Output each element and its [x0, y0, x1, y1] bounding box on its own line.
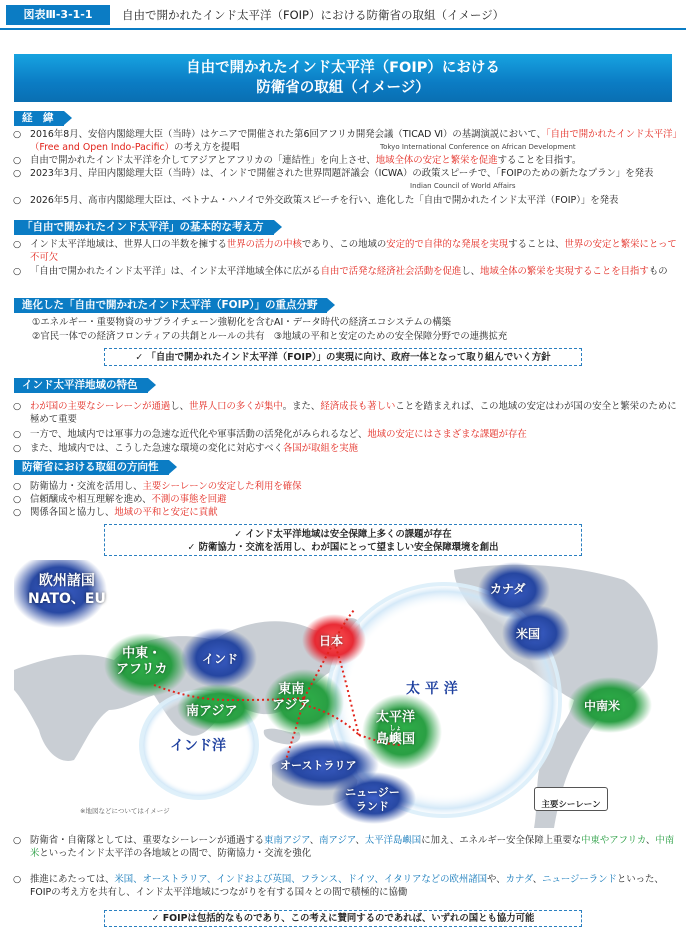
- bullet-mark: ○: [13, 835, 22, 846]
- bullet-highlight: わが国の主要なシーレーンが通過: [30, 401, 171, 412]
- bullet-highlight: 地域の安定にはさまざまな課題が存在: [367, 429, 527, 440]
- bullet-mark: ○: [13, 195, 22, 206]
- direction-box-line1: [105, 528, 581, 541]
- bullet-highlight: ニュージーランド: [542, 874, 617, 885]
- direction-box: [104, 524, 582, 556]
- background-bullet-2: [13, 154, 678, 167]
- label-japan: 日本: [319, 634, 344, 648]
- bullet-highlight: 中南米: [30, 835, 675, 859]
- sea-lane-legend: [534, 787, 608, 811]
- bullet-text: といった、FOIPの考え方を共有し、インド太平洋地域につながりを有する国々との間で積極的に協働: [30, 874, 664, 898]
- section-heading-background: 経 緯: [14, 111, 64, 126]
- bullet-text: し、: [170, 401, 190, 412]
- bottom-bullet-2: [13, 873, 678, 899]
- indo-pacific-map: [14, 560, 672, 828]
- bullet-mark: ○: [13, 494, 22, 505]
- concept-bullet-2: [13, 265, 678, 278]
- bullet-highlight: カナダ: [505, 874, 533, 885]
- bullet-text: 一方で、地域内では軍事力の急速な近代化や軍事活動の活発化がみられるなど、: [30, 429, 368, 440]
- direction-bullet-1: [13, 480, 678, 493]
- bullet-text: 、: [645, 835, 656, 846]
- bullet-highlight: 世界の安定と繁栄にとって不可欠: [30, 239, 677, 263]
- label-indian-ocean: インド洋: [170, 738, 226, 754]
- label-se-asia-line1: 東南: [278, 682, 305, 697]
- bullet-text: することは、: [508, 239, 565, 250]
- label-pacific-islands-ruby: しょ: [389, 725, 402, 732]
- label-new-zealand: [345, 786, 400, 814]
- bullet-highlight: 地域全体の安定と繁栄を促進: [375, 155, 498, 166]
- bullet-highlight: 太平洋島嶼国: [364, 835, 422, 846]
- bullet-text: に加え、エネルギー安全保障上重要な: [421, 835, 582, 846]
- header-bar: [0, 0, 686, 30]
- direction-bullet-3: [13, 506, 678, 519]
- bullet-mark: ○: [13, 507, 22, 518]
- bullet-text: 。また、: [282, 401, 321, 412]
- foip-inclusive-text: FOIPは包括的なものであり、この考えに賛同するのであれば、いずれの国とも協力可能: [162, 913, 535, 924]
- label-india: インド: [202, 652, 239, 666]
- legend-label: 主要シーレーン: [541, 800, 601, 810]
- bullet-text: することを目指す。: [497, 155, 582, 166]
- label-pacific-ocean: 太 平 洋: [406, 681, 458, 697]
- map-note: ※地図などについてはイメージ: [80, 807, 170, 815]
- bullet-text: であり、この地域の: [301, 239, 387, 250]
- label-mideast-line1: 中東・: [122, 646, 162, 661]
- bullet-text: 「自由で開かれたインド太平洋」は、インド太平洋地域全体に広がる: [30, 266, 321, 277]
- direction-bullet-2: [13, 493, 678, 506]
- section-heading-priority-areas: 進化した「自由で開かれたインド太平洋（FOIP）」の重点分野: [14, 298, 327, 313]
- bullet-text: 、: [309, 835, 320, 846]
- main-title: [14, 54, 672, 102]
- bullet-mark: ○: [13, 266, 22, 277]
- direction-box-text: 防衛協力・交流を活用し、わが国にとって望ましい安全保障環境を創出: [198, 542, 499, 553]
- label-pacific-islands-line2: 島嶼国: [376, 732, 416, 747]
- bullet-mark: ○: [13, 481, 22, 492]
- bullet-text: もの: [648, 266, 668, 277]
- bullet-text: 関係各国と協力し、: [30, 507, 115, 518]
- bullet-highlight: 南アジア: [319, 835, 356, 846]
- bullet-highlight: 安定的で自律的な発展を実現: [386, 239, 509, 250]
- label-se-asia-line2: アジア: [272, 698, 311, 713]
- label-nz-line1: ニュージー: [345, 786, 400, 799]
- check-icon: ✓: [234, 529, 243, 540]
- feature-bullet-2: [13, 428, 678, 441]
- foip-inclusive-box: [104, 910, 582, 927]
- direction-box-text: インド太平洋地域は安全保障上多くの課題が存在: [245, 529, 452, 540]
- label-pacific-islands-line1: 太平洋: [376, 710, 416, 725]
- bullet-mark: ○: [13, 429, 22, 440]
- bullet-mark: ○: [13, 401, 22, 412]
- check-icon: ✓: [151, 913, 160, 924]
- priority-line-2: ②官民一体での経済フロンティアの共創とルールの共有 ③地域の平和と安定のための安全保障分野での連携拡充: [32, 331, 508, 342]
- main-title-line1: 自由で開かれたインド太平洋（FOIP）における: [186, 60, 500, 76]
- bullet-highlight: 不測の事態を回避: [151, 494, 227, 505]
- concept-bullet-1: [13, 238, 678, 264]
- bullet-highlight: 米国、オーストラリア、インドおよび英国、フランス、ドイツ、イタリアなどの欧州諸国: [114, 874, 488, 885]
- bullet-text: 2026年5月、高市内閣総理大臣は、ベトナム・ハノイで外交政策スピーチを行い、進化した「自由で開かれたインド太平洋（FOIP）」を発表: [30, 195, 619, 206]
- bullet-mark: ○: [13, 129, 22, 140]
- label-latin-america: 中南米: [584, 699, 621, 713]
- bullet-highlight: 世界人口の多くが集中: [189, 401, 283, 412]
- bullet-highlight: 世界の活力の中核: [226, 239, 302, 250]
- icwa-note: Indian Council of World Affairs: [410, 182, 516, 190]
- figure-number: 図表Ⅲ-3-1-1: [6, 5, 110, 25]
- bullet-text: 防衛協力・交流を活用し、: [30, 481, 143, 492]
- label-se-asia: [272, 682, 310, 714]
- bullet-mark: ○: [13, 874, 22, 885]
- label-europe: [28, 572, 106, 608]
- bullet-highlight: 自由で活発な経済社会活動を促進: [320, 266, 462, 277]
- bullet-text: 2016年8月、安倍内閣総理大臣（当時）はケニアで開催された第6回アフリカ開発会議（TICAD Ⅵ）の基調演説において、: [30, 129, 546, 140]
- bullet-text: 推進にあたっては、: [30, 874, 115, 885]
- ticad-note: Tokyo International Conference on African Development: [380, 143, 576, 151]
- bullet-highlight: 主要シーレーンの安定した利用を確保: [142, 481, 302, 492]
- label-canada: カナダ: [490, 582, 526, 596]
- bullet-text: ことを踏まえれば、この地域の安定はわが国の安全と繁栄のために極めて重要: [30, 401, 677, 425]
- label-south-asia: 南アジア: [186, 704, 238, 719]
- policy-box-text: 「自由で開かれたインド太平洋（FOIP）」の実現に向け、政府一体となって取り組んでいく方針: [146, 352, 551, 363]
- label-nz-line2: ランド: [355, 800, 389, 813]
- bullet-text: や、: [487, 874, 506, 885]
- bullet-highlight: 中東やアフリカ: [581, 835, 646, 846]
- bullet-text: インド太平洋地域は、世界人口の半数を擁する: [30, 239, 227, 250]
- label-australia: オーストラリア: [280, 759, 357, 772]
- label-usa: 米国: [516, 627, 541, 641]
- figure-caption: 自由で開かれたインド太平洋（FOIP）における防衛省の取組（イメージ）: [122, 8, 505, 22]
- bullet-highlight: 経済成長も著しい: [320, 401, 396, 412]
- bullet-text: し、: [461, 266, 481, 277]
- bullet-text: 自由で開かれたインド太平洋を介してアジアとアフリカの「連結性」を向上させ、: [30, 155, 376, 166]
- label-pacific-islands: [376, 710, 415, 747]
- feature-bullet-1: [13, 400, 678, 426]
- section-heading-region-features: インド太平洋地域の特色: [14, 378, 148, 393]
- background-bullet-4: [13, 194, 678, 207]
- bottom-bullet-1: [13, 834, 678, 860]
- bullet-highlight: 東南アジア: [264, 835, 310, 846]
- bullet-highlight: 各国が取組を実施: [282, 443, 358, 454]
- bullet-text: といったインド太平洋の各地域との間で、防衛協力・交流を強化: [39, 848, 312, 859]
- bullet-text: 信頼醸成や相互理解を進め、: [30, 494, 152, 505]
- bullet-mark: ○: [13, 155, 22, 166]
- bullet-text: 防衛省・自衛隊としては、重要なシーレーンが通過する: [30, 835, 265, 846]
- policy-box: [104, 348, 582, 366]
- label-middle-east-africa: [116, 646, 167, 678]
- label-mideast-line2: アフリカ: [116, 662, 168, 677]
- bullet-text: 、: [532, 874, 543, 885]
- bullet-highlight: 地域の平和と安定に貢献: [114, 507, 218, 518]
- bullet-text: 2023年3月、岸田内閣総理大臣（当時）は、インドで開催された世界問題評議会（ICWA）の政策スピーチで、「FOIPのための新たなプラン」を発表: [30, 168, 654, 179]
- section-heading-basic-concept: 「自由で開かれたインド太平洋」の基本的な考え方: [14, 220, 274, 235]
- priority-line-1: ①エネルギー・重要物資のサプライチェーン強靭化を含むAI・データ時代の経済エコシステムの構築: [32, 317, 452, 328]
- bullet-mark: ○: [13, 443, 22, 454]
- check-icon: ✓: [135, 352, 144, 363]
- bullet-text: の考え方を提唱: [174, 142, 240, 153]
- bullet-mark: ○: [13, 168, 22, 179]
- main-title-line2: 防衛省の取組（イメージ）: [256, 80, 430, 96]
- bullet-highlight: 「自由で開かれたインド太平洋」（Free and Open Indo-Pacific）: [30, 129, 678, 153]
- bullet-text: また、地域内では、こうした急速な環境の変化に対応すべく: [30, 443, 283, 454]
- section-heading-mod-direction: 防衛省における取組の方向性: [14, 460, 169, 475]
- direction-box-line2: [105, 541, 581, 554]
- feature-bullet-3: [13, 442, 678, 455]
- bullet-highlight: 地域全体の繁栄を実現することを目指す: [480, 266, 649, 277]
- background-bullet-1: [13, 128, 678, 154]
- bullet-text: 、: [355, 835, 365, 846]
- check-icon: ✓: [187, 542, 196, 553]
- label-europe-line1: 欧州諸国: [38, 573, 95, 589]
- label-europe-line2: NATO、EU: [28, 591, 106, 607]
- background-bullet-3: [13, 167, 678, 180]
- bullet-mark: ○: [13, 239, 22, 250]
